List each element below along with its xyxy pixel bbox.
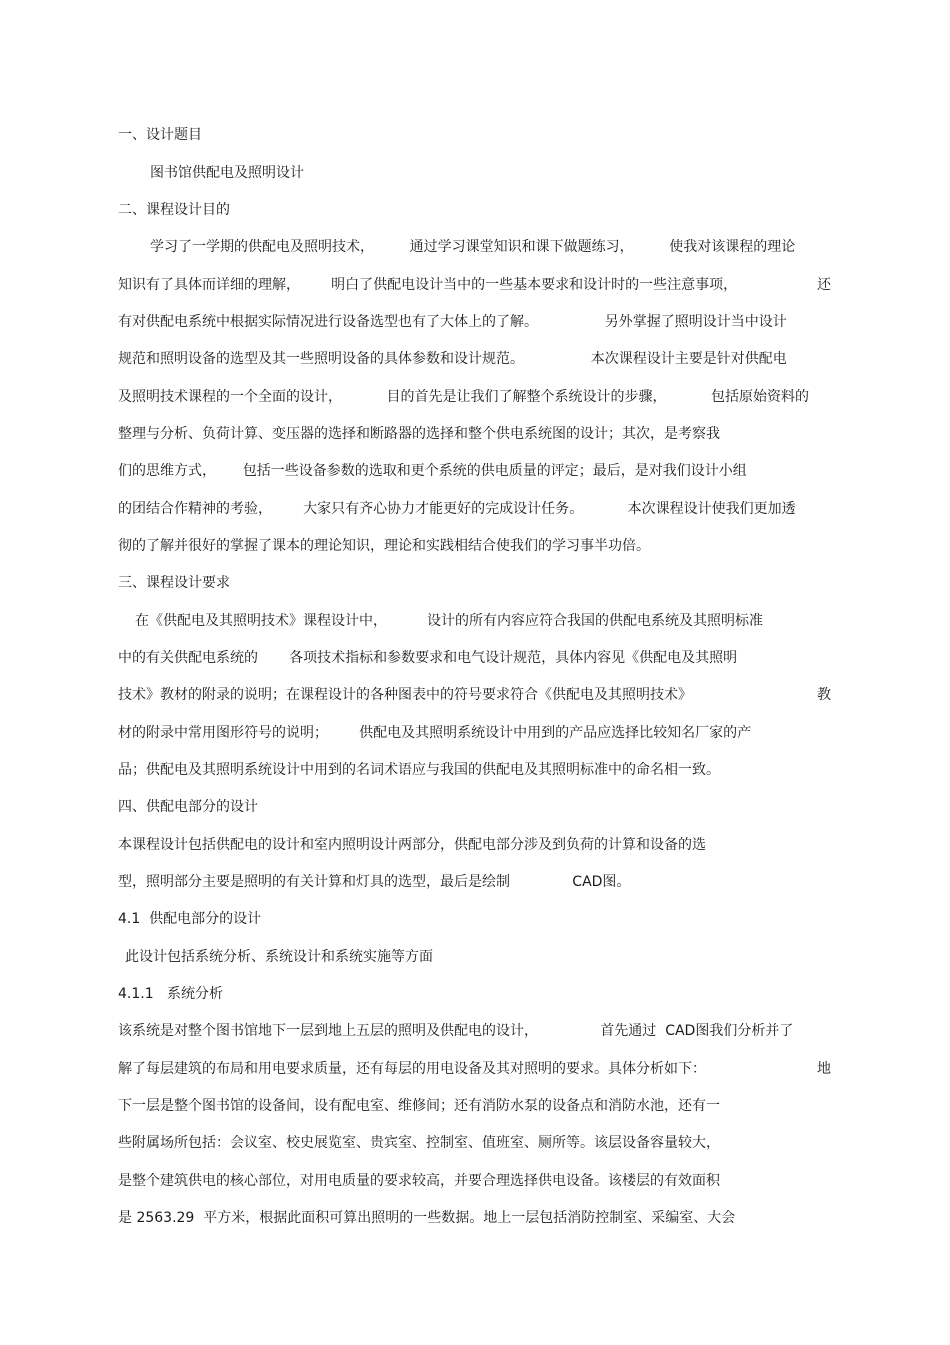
paragraph-line: 在《供配电及其照明技术》课程设计中， 设计的所有内容应符合我国的供配电系统及其照明标准 — [135, 613, 764, 629]
paragraph-line-end: 地 — [817, 1061, 831, 1077]
paragraph-line: 些附属场所包括：会议室、校史展览室、贵宾室、控制室、值班室、厕所等。该层设备容量较大， — [118, 1135, 720, 1151]
paragraph-line-end: 教 — [817, 687, 831, 703]
paragraph-line: 彻的了解并很好的掌握了课本的理论知识，理论和实践相结合使我们的学习事半功倍。 — [118, 538, 650, 554]
paragraph-line: 学习了一学期的供配电及照明技术， 通过学习课堂知识和课下做题练习， 使我对该课程的理论 — [150, 239, 796, 255]
paragraph-line: 及照明技术课程的一个全面的设计， 目的首先是让我们了解整个系统设计的步骤， 包括原始资料的 — [118, 389, 810, 405]
heading-power-supply-design: 四、供配电部分的设计 — [118, 799, 258, 815]
paragraph-line: 技术》教材的附录的说明；在课程设计的各种图表中的符号要求符合《供配电及其照明技术》 — [118, 687, 692, 703]
paragraph-line: 此设计包括系统分析、系统设计和系统实施等方面 — [125, 949, 433, 965]
paragraph-line: 是 2563.29 平方米，根据此面积可算出照明的一些数据。地上一层包括消防控制室、采编室、大会 — [118, 1210, 736, 1226]
paragraph-line: 型，照明部分主要是照明的有关计算和灯具的选型，最后是绘制 CAD图。 — [118, 874, 631, 890]
paragraph-line: 们的思维方式， 包括一些设备参数的选取和更个系统的供电质量的评定；最后，是对我们设计小组 — [118, 463, 747, 479]
paragraph-line: 品；供配电及其照明系统设计中用到的名词术语应与我国的供配电及其照明标准中的命名相一致。 — [118, 762, 720, 778]
paragraph-line-end: 还 — [817, 277, 831, 293]
paragraph-line: 是整个建筑供电的核心部位，对用电质量的要求较高，并要合理选择供电设备。该楼层的有效面积 — [118, 1173, 720, 1189]
paragraph-line: 本课程设计包括供配电的设计和室内照明设计两部分，供配电部分涉及到负荷的计算和设备的选 — [118, 837, 706, 853]
heading-section-4-1-1: 4.1.1 系统分析 — [118, 986, 223, 1002]
paragraph-line: 知识有了具体而详细的理解， 明白了供配电设计当中的一些基本要求和设计时的一些注意事项， — [118, 277, 738, 293]
design-topic-text: 图书馆供配电及照明设计 — [150, 165, 304, 181]
paragraph-line: 规范和照明设备的选型及其一些照明设备的具体参数和设计规范。 本次课程设计主要是针对供配电 — [118, 351, 787, 367]
paragraph-line: 解了每层建筑的布局和用电要求质量，还有每层的用电设备及其对照明的要求。具体分析如下： — [118, 1061, 706, 1077]
paragraph-line: 中的有关供配电系统的 各项技术指标和参数要求和电气设计规范，具体内容见《供配电及其照明 — [118, 650, 738, 666]
heading-design-purpose: 二、课程设计目的 — [118, 202, 230, 218]
paragraph-line: 下一层是整个图书馆的设备间，设有配电室、维修间；还有消防水泵的设备点和消防水池，还有一 — [118, 1098, 720, 1114]
paragraph-line: 有对供配电系统中根据实际情况进行设备选型也有了大体上的了解。 另外掌握了照明设计当中设计 — [118, 314, 787, 330]
paragraph-line: 材的附录中常用图形符号的说明； 供配电及其照明系统设计中用到的产品应选择比较知名厂家的产 — [118, 725, 752, 741]
paragraph-line: 该系统是对整个图书馆地下一层到地上五层的照明及供配电的设计， 首先通过 CAD图我们分析并了 — [118, 1023, 794, 1039]
heading-design-topic: 一、设计题目 — [118, 127, 202, 143]
heading-design-requirements: 三、课程设计要求 — [118, 575, 230, 591]
heading-section-4-1: 4.1 供配电部分的设计 — [118, 911, 262, 927]
paragraph-line: 的团结合作精神的考验， 大家只有齐心协力才能更好的完成设计任务。 本次课程设计使我们更加透 — [118, 501, 796, 517]
paragraph-line: 整理与分析、负荷计算、变压器的选择和断路器的选择和整个供电系统图的设计；其次，是考察我 — [118, 426, 720, 442]
